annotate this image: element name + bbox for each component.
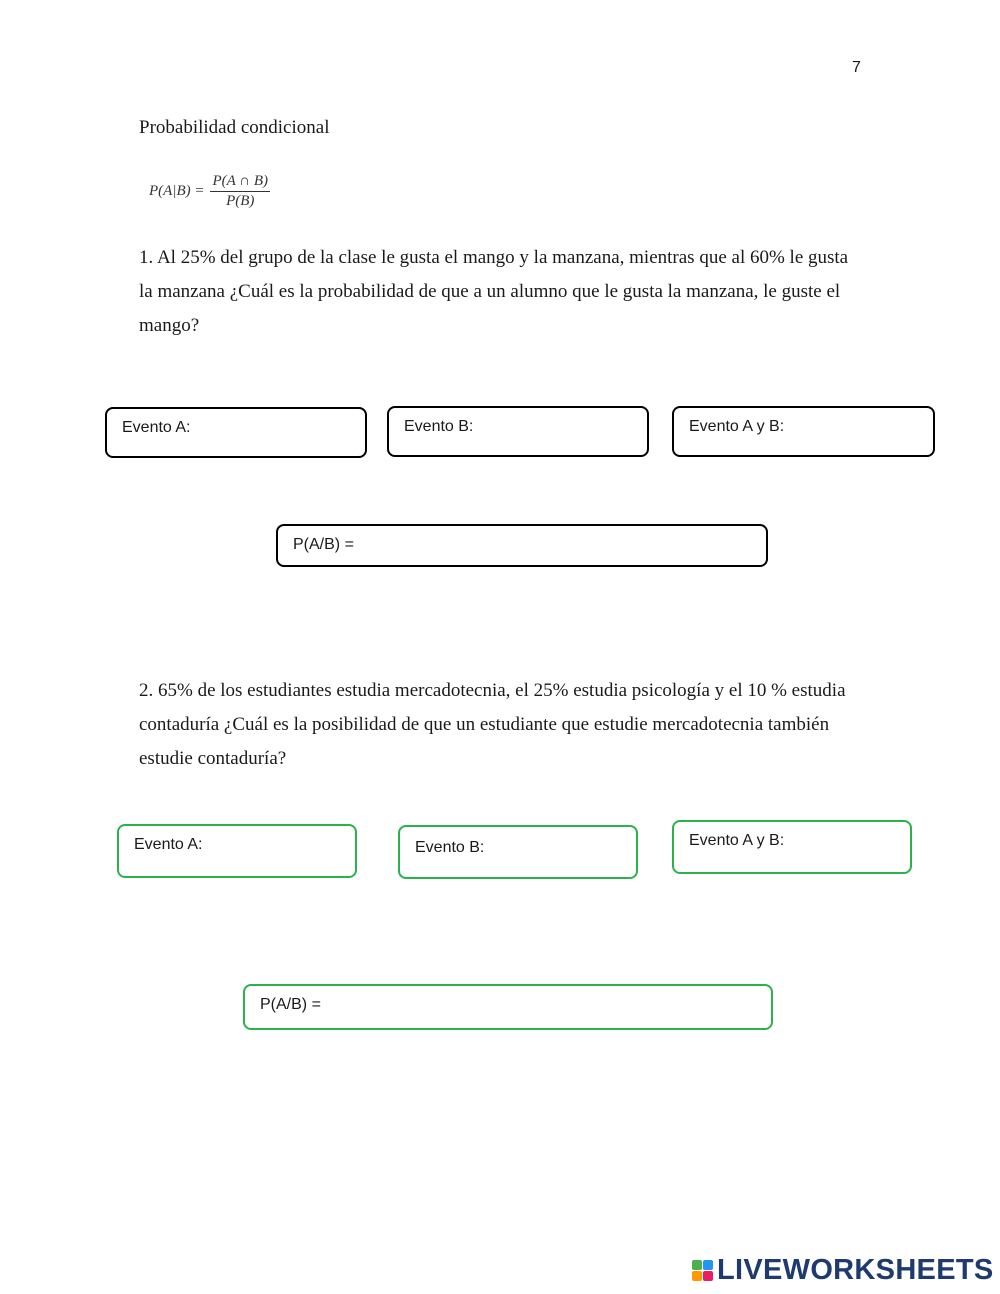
formula-numerator: P(A ∩ B): [210, 172, 270, 192]
q2-event-a-box[interactable]: Evento A:: [117, 824, 357, 878]
question-1-text: 1. Al 25% del grupo de la clase le gusta el mango y la manzana, mientras que al 60% le gusta la manzana ¿Cuál es la probabilidad de que a un alumno que le gusta la manzana, le guste el mango?: [139, 247, 849, 336]
liveworksheets-logo: [692, 1254, 994, 1287]
section-heading: Probabilidad condicional: [139, 117, 330, 138]
formula-lhs: P(A|B) =: [149, 182, 205, 199]
logo-text: LIVEWORKSHEETS: [717, 1254, 994, 1286]
q1-event-b-box[interactable]: Evento B:: [387, 406, 649, 457]
page-number: 7: [852, 59, 861, 76]
formula-fraction: [210, 172, 270, 210]
liveworksheets-logo-icon: [692, 1260, 713, 1281]
q2-event-ab-box[interactable]: Evento A y B:: [672, 820, 912, 874]
question-2-text: 2. 65% de los estudiantes estudia mercadotecnia, el 25% estudia psicología y el 10 % estudia contaduría ¿Cuál es la posibilidad de que un estudiante que estudie mercadotecnia también estudie contaduría?: [139, 680, 846, 769]
conditional-probability-formula: [149, 172, 270, 210]
q2-event-b-box[interactable]: Evento B:: [398, 825, 638, 879]
q1-event-ab-box[interactable]: Evento A y B:: [672, 406, 935, 457]
q1-result-box[interactable]: P(A/B) =: [276, 524, 768, 567]
formula-denominator: P(B): [226, 193, 255, 209]
q2-result-box[interactable]: P(A/B) =: [243, 984, 773, 1030]
q1-event-a-box[interactable]: Evento A:: [105, 407, 367, 458]
